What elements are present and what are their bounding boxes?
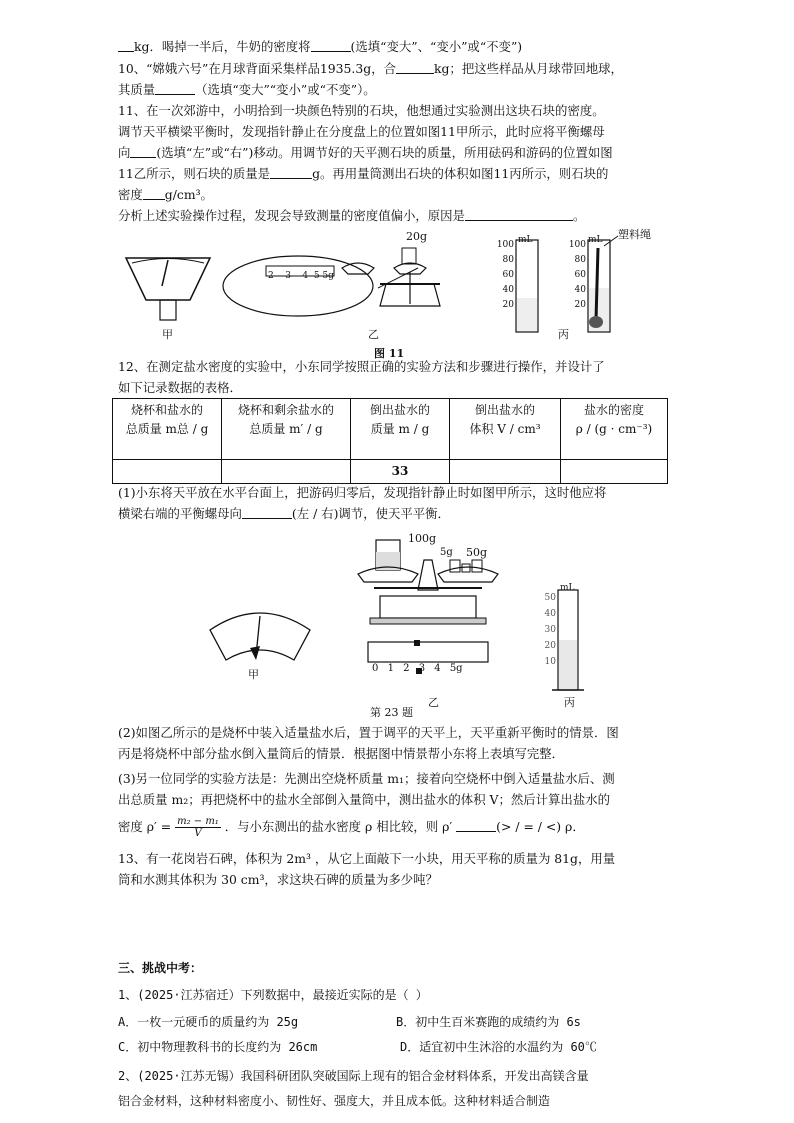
answer-blank[interactable] [118,39,134,52]
question-13: 13、有一花岗岩石碑，体积为 2m³ ，从它上面敲下一小块，用天平称的质量为 81g，用量 筒和水测其体积为 30 cm³，求这块石碑的质量为多少吨？ [118,851,616,887]
density-formula: $\frac{\text{m₂ − m₁}}{V}$ [177,816,219,839]
choices-row-2 [118,1037,678,1062]
choice-b[interactable]: B．初中生百米赛跑的成绩约为 6s [396,1015,581,1029]
table-row: 33 [113,460,668,484]
figure-caption: 第 23 题 [370,706,413,719]
cylinder-scale: 50 40 30 20 10 [544,593,556,667]
answer-blank[interactable] [396,61,434,74]
milk-density-line: kg．喝掉一半后，牛奶的密度将 (选填“变大”、“变小”或“不变”) [118,36,522,57]
figure-label-jia: 甲 [162,328,173,341]
figure-caption: 图 11 [374,347,405,360]
figure-label-bing: 丙 [558,328,569,341]
answer-blank[interactable] [456,819,496,832]
answer-blank[interactable] [130,145,156,158]
choice-c[interactable]: C．初中物理教科书的长度约为 26cm [118,1040,318,1054]
weight-label: 20g [406,230,428,243]
figure-label-yi: 乙 [428,696,439,709]
choice-d[interactable]: D．适宜初中生沐浴的水温约为 60℃ [400,1040,597,1054]
answer-blank[interactable] [155,82,195,95]
cylinder-scale-left: 100 80 60 40 20 [496,240,514,310]
question-10: 10、“嫦娥六号”在月球背面采集样品1935.3g，合 kg；把这些样品从月球带回地球， 其质量 （选填“变大”“变小”或“不变”）。 [118,61,623,97]
answer-blank[interactable] [270,166,312,179]
answer-blank[interactable] [311,39,351,52]
dial-scale-jia [126,258,210,320]
ruler-numbers: 0 1 2 3 4 5g [372,663,463,674]
figure-label-bing: 丙 [564,696,575,709]
figure-11 [118,228,678,358]
ruler-numbers: 2 3 4 5 5g [268,271,334,281]
question-12-part-1: (1)小东将天平放在水平台面上，把游码归零后，发现指针静止时如图甲所示，这时他应将 横梁右端的平衡螺母向 (左 / 右)调节，使天平平衡． [118,485,607,521]
cylinder-unit-label: mL [588,235,603,245]
dial-scale-jia [210,613,310,660]
section-title: 三、挑战中考： [118,961,203,975]
weight-label: 5g [440,547,453,558]
cylinder-unit-label: mL [560,583,575,593]
figure-23 [118,530,678,719]
answer-blank[interactable] [143,187,165,200]
answer-blank[interactable] [242,506,292,519]
rope-label: 塑料绳 [618,228,651,241]
figure-label-jia: 甲 [248,668,259,681]
question-12: 12、在测定盐水密度的实验中，小东同学按照正确的实验方法和步骤进行操作，并设计了 如下记录数据的表格． [118,359,605,395]
cylinder-unit-label: mL [518,235,533,245]
figure-label-yi: 乙 [368,328,379,341]
question-11: 11、在一次郊游中，小明拾到一块颜色特别的石块，他想通过实验测出这块石块的密度。 调节天平横梁平衡时，发现指针静止在分度盘上的位置如图11甲所示，此时应将平衡螺母 向 (选填“左”或“右”)移动。用调节好的天平测石块的质量，所用砝码和游码的位置如图 11乙所示，则石块的质量是 g。再用量筒测出石块的体积如图11丙所示，则石块的 密度 g/cm³。 分析上述实验操作过程，发现会导致测量的密度值偏小，原因是 。 [118,103,613,223]
cylinder-scale-right: 100 80 60 40 20 [568,240,586,310]
table-header-row: 烧杯和盐水的 总质量 m总 / g 烧杯和剩余盐水的 总质量 m′ / g 倒出盐水的 质量 m / g 倒出盐水的 体积 V / cm³ 盐水的密度 ρ / (g · cm⁻³) [113,399,668,460]
record-table [112,398,668,484]
choices-row-1 [118,1012,678,1037]
weight-label: 100g [408,532,437,545]
answer-blank[interactable] [465,208,573,221]
question-12-part-3: (3)另一位同学的实验方法是：先测出空烧杯质量 m₁；接着向空烧杯中倒入适量盐水后、测 出总质量 m₂；再把烧杯中的盐水全部倒入量筒中，测出盐水的体积 V；然后计算出盐水的 密度 ρ′ = $\frac{\text{m₂ − m₁}}{V}$ ．与小东测出的盐水密度 ρ 相比较，则 ρ′ (> / = / <) ρ． [118,771,615,839]
choice-a[interactable]: A．一枚一元硬币的质量约为 25g [118,1015,299,1029]
weight-label: 50g [466,546,488,559]
graduated-cylinder-bing [552,590,584,690]
section-3: 三、挑战中考： 1、(2025·江苏宿迁）下列数据中，最接近实际的是（ ） A．一枚一元硬币的质量约为 25g B．初中生百米赛跑的成绩约为 6s C．初中物理教科书的长度约为 26cm D．适宜初中生沐浴的水温约为 60℃ 2、(2025·江苏无锡）我国科研团队突破国际上现有的铝合金材料体系，开发出高镁含量 铝合金材料，这种材料密度小、韧性好、强度大，并且成本低。这种材料适合制造 [118,958,678,1114]
question-12-part-2: (2)如图乙所示的是烧杯中装入适量盐水后，置于调平的天平上，天平重新平衡时的情景．图 丙是将烧杯中部分盐水倒入量筒后的情景．根据图中情景帮小东将上表填写完整． [118,725,619,761]
